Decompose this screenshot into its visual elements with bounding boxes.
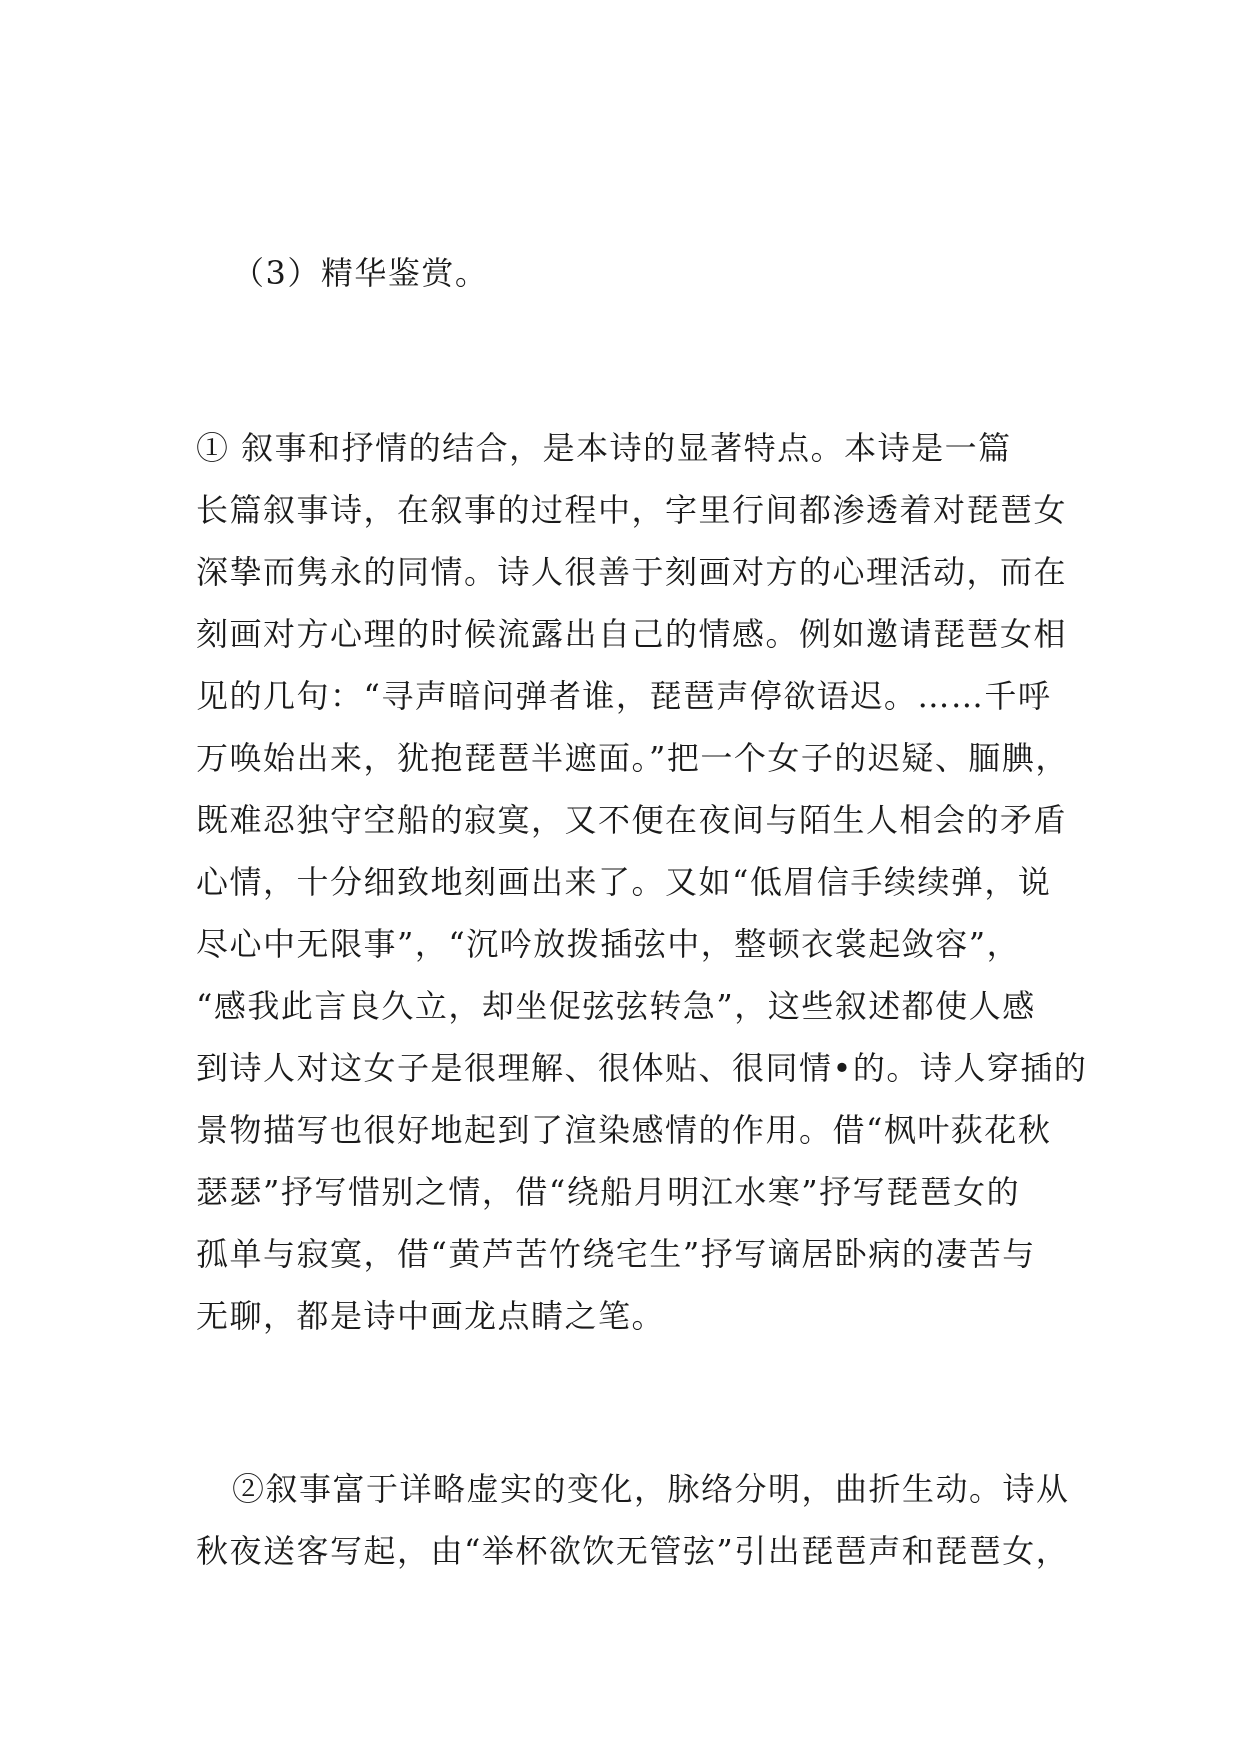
text-line: 秋夜送客写起，由“举杯欲饮无管弦”引出琵琶声和琵琶女， [196,1532,1070,1570]
text-line: 见的几句：“寻声暗问弹者谁，琵琶声停欲语迟。……千呼 [196,677,1052,715]
text-line: 无聊，都是诗中画龙点睛之笔。 [196,1297,666,1335]
text-line: 刻画对方心理的时候流露出自己的情感。例如邀请琵琶女相 [196,615,1068,653]
text-line: ②叙事富于详略虚实的变化，脉络分明，曲折生动。诗从 [232,1470,1070,1508]
text-line: 景物描写也很好地起到了渲染感情的作用。借“枫叶荻花秋 [196,1111,1052,1149]
text-line: 到诗人对这女子是很理解、很体贴、很同情•的。诗人穿插的 [196,1049,1088,1087]
text-line: 深挚而隽永的同情。诗人很善于刻画对方的心理活动，而在 [196,553,1068,591]
text-line: 既难忍独守空船的寂寞，又不便在夜间与陌生人相会的矛盾 [196,801,1068,839]
text-line: 万唤始出来，犹抱琵琶半遮面。”把一个女子的迟疑、腼腆， [196,739,1069,777]
text-line: 尽心中无限事”，“沉吟放拨插弦中，整顿衣裳起敛容”， [196,925,1021,963]
text-line: 瑟瑟”抒写惜别之情，借“绕船月明江水寒”抒写琵琶女的 [196,1173,1021,1211]
text-line: “感我此言良久立，却坐促弦弦转急”，这些叙述都使人感 [196,987,1036,1025]
section-heading: （3）精华鉴赏。 [232,254,489,292]
text-line: ① 叙事和抒情的结合，是本诗的显著特点。本诗是一篇 [196,429,1012,467]
text-line: 长篇叙事诗，在叙事的过程中，字里行间都渗透着对琵琶女 [196,491,1068,529]
text-line: 心情，十分细致地刻画出来了。又如“低眉信手续续弹，说 [196,863,1052,901]
text-line: 孤单与寂寞，借“黄芦苦竹绕宅生”抒写谪居卧病的凄苦与 [196,1235,1036,1273]
